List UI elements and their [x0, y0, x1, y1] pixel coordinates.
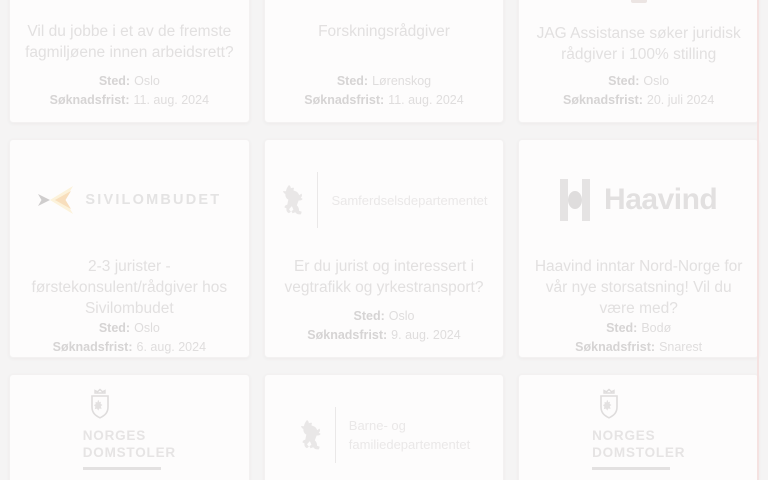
job-deadline — [304, 91, 463, 110]
job-deadline — [563, 91, 714, 110]
logo-text-line: familiedepartementet — [348, 437, 471, 452]
logo-divider — [335, 407, 336, 463]
job-card[interactable] — [264, 139, 505, 358]
location-label: Sted: — [98, 321, 131, 335]
job-title: Vil du jobbe i et av de fremste fagmiljøene innen arbeidsrett? — [25, 23, 234, 61]
ministry-lion-icon — [298, 419, 322, 451]
logo-text-line: DOMSTOLER — [592, 445, 686, 460]
job-location — [53, 319, 206, 338]
job-location — [307, 307, 460, 326]
logo-text-line: Barne- og — [348, 418, 406, 433]
ministry-logo — [298, 407, 470, 463]
job-meta — [304, 72, 463, 110]
haavind-logo — [560, 179, 717, 221]
job-card[interactable] — [264, 0, 505, 123]
job-card[interactable] — [518, 374, 759, 480]
employer-logo-zone — [10, 164, 249, 236]
sivilombudet-logo — [37, 185, 221, 215]
norges-domstoler-logo — [592, 388, 685, 470]
ministry-name — [349, 416, 470, 454]
job-title: Er du jurist og interessert i vegtrafikk og yrkestransport? — [284, 258, 484, 296]
employer-logo-zone — [519, 0, 758, 3]
deadline-value: Snarest — [659, 340, 703, 354]
job-card[interactable] — [264, 374, 505, 480]
employer-logo-zone — [265, 0, 504, 1]
job-location — [304, 72, 463, 91]
job-title: Haavind inntar Nord-Norge for vår nye storsatsning! Vil du være med? — [534, 258, 743, 317]
location-value: Oslo — [134, 321, 160, 335]
location-label: Sted: — [336, 74, 369, 88]
deadline-value: 20. juli 2024 — [646, 93, 715, 107]
job-meta — [50, 72, 209, 110]
job-meta — [575, 319, 702, 357]
logo-text-line: Samferdselsdepartementet — [331, 192, 488, 208]
job-card[interactable] — [518, 139, 759, 358]
job-title: Forskningsrådgiver — [318, 23, 450, 40]
job-meta — [307, 307, 460, 345]
haavind-wordmark: Haavind — [604, 183, 718, 216]
job-title: JAG Assistanse søker juridisk rådgiver i 100% stilling — [536, 25, 741, 63]
domstoler-crest-icon — [85, 388, 115, 422]
domstoler-crest-icon — [594, 388, 624, 422]
job-meta — [563, 72, 714, 110]
deadline-label: Søknadsfrist: — [49, 93, 130, 107]
employer-logo-zone — [10, 0, 249, 1]
location-value: Oslo — [643, 74, 670, 88]
deadline-label: Søknadsfrist: — [563, 93, 643, 107]
deadline-label: Søknadsfrist: — [304, 93, 385, 107]
deadline-value: 6. aug. 2024 — [136, 340, 207, 354]
location-value: Lørenskog — [372, 74, 432, 88]
employer-logo-zone — [265, 399, 504, 471]
logo-text-line: DOMSTOLER — [82, 445, 176, 460]
deadline-label: Søknadsfrist: — [575, 340, 656, 354]
employer-logo-zone — [265, 164, 504, 236]
job-deadline — [307, 326, 460, 345]
sivilombudet-arrows-icon — [37, 185, 73, 215]
job-deadline — [575, 338, 702, 357]
logo-text-line: NORGES — [592, 428, 656, 443]
viewport-edge-accent — [757, 0, 759, 480]
norges-domstoler-logo — [83, 388, 176, 470]
location-label: Sted: — [98, 74, 131, 88]
domstoler-name — [592, 427, 685, 461]
employer-logo-zone — [519, 164, 758, 236]
domstoler-name — [83, 427, 176, 461]
job-title: 2-3 jurister - førstekonsulent/rådgiver hos Sivilombudet — [31, 258, 228, 317]
deadline-value: 9. aug. 2024 — [391, 328, 461, 342]
job-location — [575, 319, 702, 338]
ministry-lion-icon — [280, 184, 304, 216]
ministry-name — [331, 191, 487, 210]
logo-divider — [317, 172, 318, 228]
ministry-logo — [280, 172, 487, 228]
domstoler-underline — [592, 467, 670, 470]
haavind-h-icon — [560, 179, 590, 221]
job-meta — [53, 319, 206, 357]
employer-logo-zone — [10, 399, 249, 471]
deadline-label: Søknadsfrist: — [52, 340, 133, 354]
deadline-label: Søknadsfrist: — [307, 328, 388, 342]
deadline-value: 11. aug. 2024 — [133, 93, 210, 107]
job-location — [563, 72, 714, 91]
location-label: Sted: — [606, 321, 638, 335]
job-grid — [9, 0, 759, 480]
deadline-value: 11. aug. 2024 — [388, 93, 464, 107]
job-card[interactable] — [9, 139, 250, 358]
location-label: Sted: — [608, 74, 640, 88]
job-card[interactable] — [9, 0, 250, 123]
job-card[interactable] — [9, 374, 250, 480]
location-value: Oslo — [134, 74, 160, 88]
employer-logo-zone — [519, 399, 758, 471]
job-card[interactable] — [518, 0, 759, 123]
job-deadline — [50, 91, 209, 110]
job-deadline — [53, 338, 206, 357]
logo-placeholder — [631, 0, 647, 3]
sivilombudet-wordmark: SIVILOMBUDET — [85, 192, 222, 208]
job-location — [50, 72, 209, 91]
logo-text-line: NORGES — [82, 428, 147, 443]
domstoler-underline — [83, 467, 161, 470]
location-value: Bodø — [641, 321, 672, 335]
location-value: Oslo — [388, 309, 415, 323]
location-label: Sted: — [353, 309, 385, 323]
